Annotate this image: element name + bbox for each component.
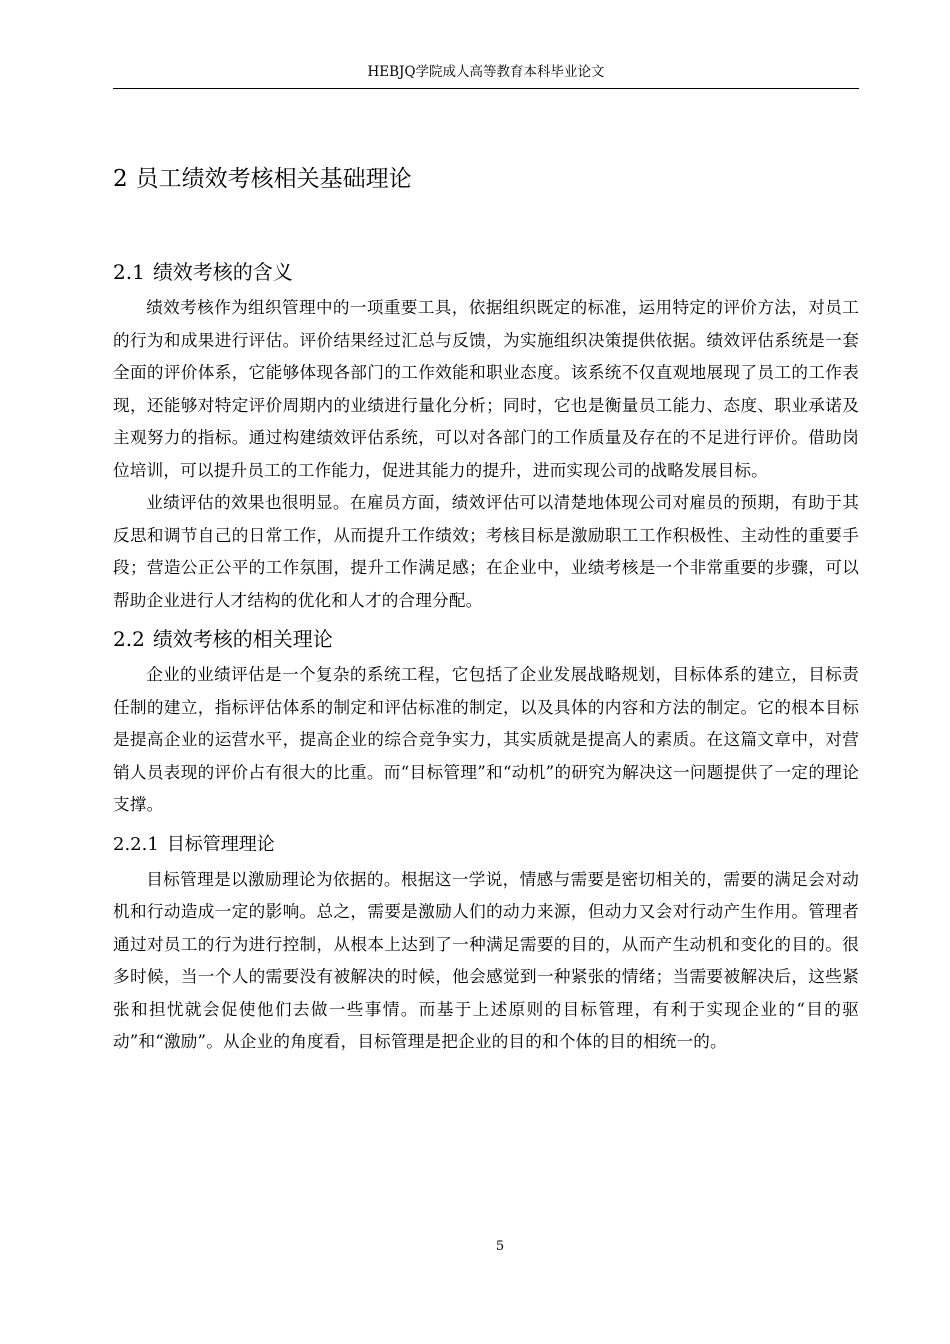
page-content (113, 156, 859, 1059)
subsection-heading (113, 826, 859, 864)
section-number: 2.2 (113, 627, 145, 651)
running-header: HEBJQ学院成人高等教育本科毕业论文 (367, 64, 605, 80)
section-title: 绩效考核的含义 (152, 260, 293, 284)
paragraph: 业绩评估的效果也很明显。在雇员方面，绩效评估可以清楚地体现公司对雇员的预期，有助于其反思和调节自己的日常工作，从而提升工作绩效；考核目标是激励职工工作积极性、主动性的重要手段；营造公正公平的工作氛围，提升工作满足感；在企业中，业绩考核是一个非常重要的步骤，可以帮助企业进行人才结构的优化和人才的合理分配。 (113, 493, 859, 610)
section-heading (113, 252, 859, 292)
subsection-title: 目标管理理论 (166, 833, 275, 855)
paragraph: 目标管理是以激励理论为依据的。根据这一学说，情感与需要是密切相关的，需要的满足会对动机和行动造成一定的影响。总之，需要是激励人们的动力来源，但动力又会对行动产生作用。管理者通过对员工的行为进行控制，从根本上达到了一种满足需要的目的，从而产生动机和变化的目的。很多时候，当一个人的需要没有被解决的时候，他会感觉到一种紧张的情绪；当需要被解决后，这些紧张和担忧就会促使他们去做一些事情。而基于上述原则的目标管理，有利于实现企业的“目的驱动”和“激励”。从企业的角度看，目标管理是把企业的目的和个体的目的相统一的。 (113, 869, 859, 1051)
section-number: 2.1 (113, 260, 145, 284)
section-heading (113, 619, 859, 659)
paragraph: 企业的业绩评估是一个复杂的系统工程，它包括了企业发展战略规划，目标体系的建立，目标责任制的建立，指标评估体系的制定和评估标准的制定，以及具体的内容和方法的制定。它的根本目标是提高企业的运营水平，提高企业的综合竞争实力，其实质就是提高人的素质。在这篇文章中，对营销人员表现的评价占有很大的比重。而“目标管理”和“动机”的研究为解决这一问题提供了一定的理论支撑。 (113, 665, 859, 814)
chapter-heading (113, 156, 859, 202)
chapter-number: 2 (113, 166, 128, 192)
subsection-number: 2.2.1 (113, 833, 159, 855)
paragraph: 绩效考核作为组织管理中的一项重要工具，依据组织既定的标准，运用特定的评价方法，对员工的行为和成果进行评估。评价结果经过汇总与反馈，为实施组织决策提供依据。绩效评估系统是一套全面的评价体系，它能够体现各部门的工作效能和职业态度。该系统不仅直观地展现了员工的工作表现，还能够对特定评价周期内的业绩进行量化分析；同时，它也是衡量员工能力、态度、职业承诺及主观努力的指标。通过构建绩效评估系统，可以对各部门的工作质量及存在的不足进行评价。借助岗位培训，可以提升员工的工作能力，促进其能力的提升，进而实现公司的战略发展目标。 (113, 298, 859, 480)
chapter-title: 员工绩效考核相关基础理论 (135, 166, 412, 192)
page-number: 5 (495, 1239, 505, 1254)
header-rule (113, 88, 859, 89)
section-title: 绩效考核的相关理论 (152, 627, 333, 651)
